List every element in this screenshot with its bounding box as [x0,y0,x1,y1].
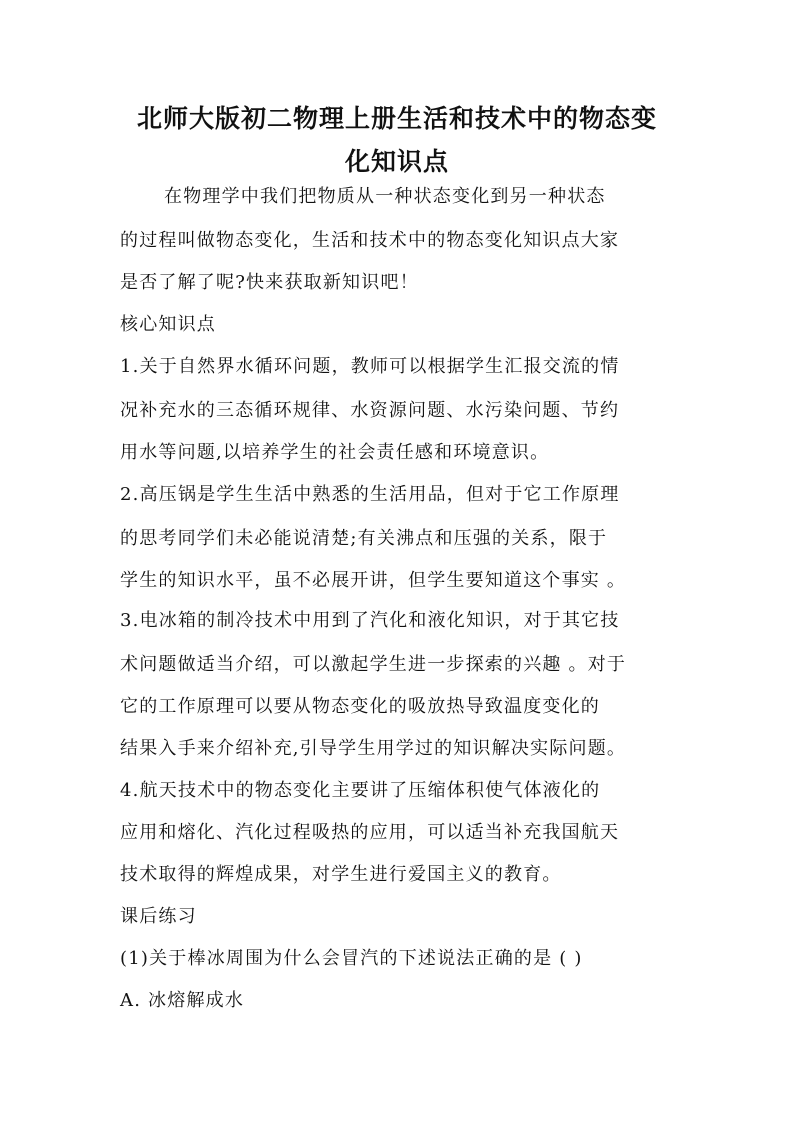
point-3-line-4: 结果入手来介绍补充,引导学生用学过的知识解决实际问题。 [120,738,627,759]
question-1: (1)关于棒冰周围为什么会冒汽的下述说法正确的是 ( ) [120,948,583,969]
section-heading-exercises: 课后练习 [120,906,197,927]
document-title-line-2: 化知识点 [344,147,449,176]
point-3-line-3: 它的工作原理可以要从物态变化的吸放热导致温度变化的 [120,696,600,717]
point-4-line-2: 应用和熔化、汽化过程吸热的应用，可以适当补充我国航天 [120,822,620,843]
point-1-line-2: 况补充水的三态循环规律、水资源问题、水污染问题、节约 [120,400,620,421]
intro-line-3: 是否了解了呢?快来获取新知识吧！ [120,272,419,293]
question-1-option-a: A. 冰熔解成水 [120,990,245,1011]
point-1-line-3: 用水等问题,以培养学生的社会责任感和环境意识。 [120,442,550,463]
point-2-line-2: 的思考同学们未必能说清楚;有关沸点和压强的关系，限于 [120,528,608,549]
intro-line-2: 的过程叫做物态变化，生活和技术中的物态变化知识点大家 [120,230,620,251]
point-2-line-3: 学生的知识水平，虽不必展开讲，但学生要知道这个事实 。 [120,570,627,591]
point-3-line-2: 术问题做适当介绍，可以激起学生进一步探索的兴趣 。对于 [120,654,627,675]
point-3-line-1: 3.电冰箱的制冷技术中用到了汽化和液化知识，对于其它技 [120,610,620,631]
document-title-line-1: 北师大版初二物理上册生活和技术中的物态变 [136,104,657,133]
point-4-line-3: 技术取得的辉煌成果，对学生进行爱国主义的教育。 [120,864,562,885]
section-heading-core-points: 核心知识点 [120,314,216,335]
point-1-line-1: 1.关于自然界水循环问题，教师可以根据学生汇报交流的情 [120,356,620,377]
point-4-line-1: 4.航天技术中的物态变化主要讲了压缩体积使气体液化的 [120,780,601,801]
intro-line-1: 在物理学中我们把物质从一种状态变化到另一种状态 [164,186,606,207]
point-2-line-1: 2.高压锅是学生生活中熟悉的生活用品，但对于它工作原理 [120,484,620,505]
